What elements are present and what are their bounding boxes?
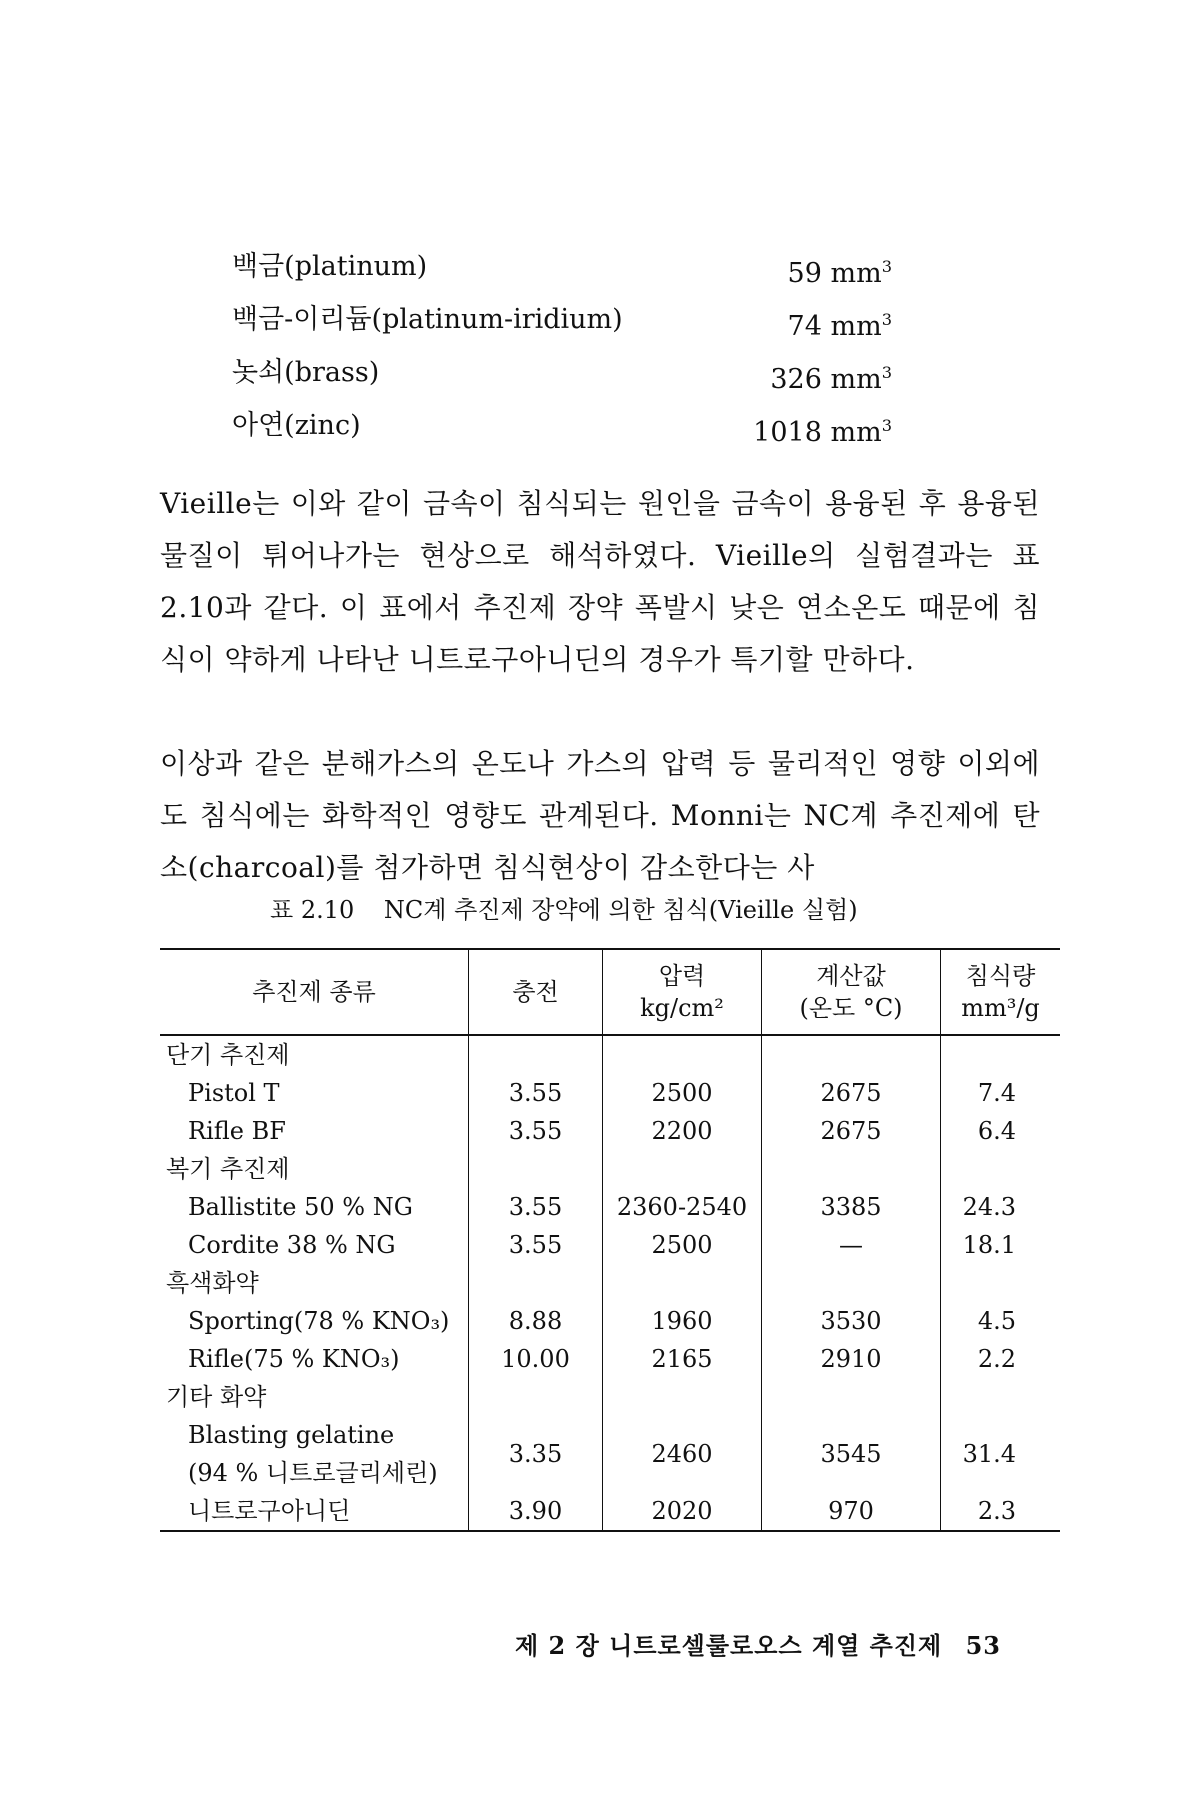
empty-cell: [469, 1264, 603, 1302]
empty-cell: [603, 1378, 762, 1416]
temperature-value: 2675: [762, 1112, 941, 1150]
metal-value: 74 $mm^3$: [787, 310, 892, 342]
body-paragraph: Vieille는 이와 같이 금속이 침식되는 원인을 금속이 용융된 후 용융된 물질이 튀어나가는 현상으로 해석하였다. Vieille의 실험결과는 표 2.10과 같다. 이 표에서 추진제 장약 폭발시 낮은 연소온도 때문에 침식이 약하게 나타난 니트로구아니딘의 경우가 특기할 만하다.: [160, 487, 1040, 676]
metal-row: [232, 240, 892, 293]
table-label: 표 2.10: [270, 896, 355, 924]
metal-name: 놋쇠(brass): [232, 357, 380, 388]
charge-value: 3.55: [469, 1112, 603, 1150]
pressure-value: 2360-2540: [603, 1188, 762, 1226]
pressure-value: 2020: [603, 1492, 762, 1531]
header-erosion: 침식량 mm³/g: [941, 949, 1061, 1035]
propellant-name: Rifle(75 % KNO₃): [188, 1345, 400, 1373]
table-header-row: [160, 949, 1060, 1035]
erosion-value: 18.1: [941, 1226, 1061, 1264]
pressure-value: 2460: [603, 1416, 762, 1492]
temperature-value: 3530: [762, 1302, 941, 1340]
group-label: 단기 추진제: [166, 1041, 290, 1069]
empty-cell: [469, 1150, 603, 1188]
pressure-value: 2200: [603, 1112, 762, 1150]
metal-name: 아연(zinc): [232, 410, 361, 441]
group-label: 흑색화약: [166, 1269, 259, 1297]
charge-value: 3.55: [469, 1226, 603, 1264]
propellant-name: Sporting(78 % KNO₃): [188, 1307, 450, 1335]
table-group-row: [160, 1378, 1060, 1416]
header-pressure: 압력 kg/cm²: [603, 949, 762, 1035]
metal-row: [232, 399, 892, 452]
propellant-name: Cordite 38 % NG: [188, 1231, 396, 1259]
erosion-value: 24.3: [941, 1188, 1061, 1226]
temperature-value: 2910: [762, 1340, 941, 1378]
table-body: [160, 1035, 1060, 1531]
empty-cell: [762, 1150, 941, 1188]
table-group-row: [160, 1035, 1060, 1074]
temperature-value: 970: [762, 1492, 941, 1531]
empty-cell: [603, 1035, 762, 1074]
pressure-value: 2500: [603, 1226, 762, 1264]
empty-cell: [469, 1378, 603, 1416]
metal-erosion-list: [232, 240, 892, 452]
page-number: 53: [965, 1631, 1002, 1660]
empty-cell: [603, 1150, 762, 1188]
erosion-table: [160, 948, 1060, 1532]
erosion-value: 2.3: [941, 1492, 1061, 1531]
erosion-value: 6.4: [941, 1112, 1061, 1150]
metal-value: 326 $mm^3$: [770, 363, 892, 395]
temperature-value: 2675: [762, 1074, 941, 1112]
charge-value: 3.55: [469, 1074, 603, 1112]
charge-value: 3.90: [469, 1492, 603, 1531]
page-footer: [515, 1626, 1001, 1661]
table-group-row: [160, 1264, 1060, 1302]
pressure-value: 2165: [603, 1340, 762, 1378]
table-row: [160, 1340, 1060, 1378]
header-calc-temp: 계산값 (온도 °C): [762, 949, 941, 1035]
erosion-value: 31.4: [941, 1416, 1061, 1492]
empty-cell: [941, 1035, 1061, 1074]
header-charge: 충전: [469, 949, 603, 1035]
table-row: [160, 1226, 1060, 1264]
metal-row: [232, 293, 892, 346]
empty-cell: [469, 1035, 603, 1074]
propellant-name: Pistol T: [188, 1079, 280, 1107]
propellant-name: Rifle BF: [188, 1117, 286, 1145]
group-label: 복기 추진제: [166, 1155, 290, 1183]
temperature-value: 3545: [762, 1416, 941, 1492]
empty-cell: [603, 1264, 762, 1302]
temperature-value: —: [762, 1226, 941, 1264]
table-row: [160, 1416, 1060, 1492]
empty-cell: [941, 1150, 1061, 1188]
pressure-value: 2500: [603, 1074, 762, 1112]
pressure-value: 1960: [603, 1302, 762, 1340]
chapter-title: 제 2 장 니트로셀룰로오스 계열 추진제: [515, 1631, 943, 1660]
metal-value: 59 $mm^3$: [787, 257, 892, 289]
empty-cell: [762, 1264, 941, 1302]
empty-cell: [762, 1378, 941, 1416]
empty-cell: [941, 1378, 1061, 1416]
charge-value: 8.88: [469, 1302, 603, 1340]
metal-name: 백금(platinum): [232, 251, 428, 282]
empty-cell: [941, 1264, 1061, 1302]
table-row: [160, 1188, 1060, 1226]
propellant-name: 니트로구아니딘: [160, 1492, 469, 1531]
erosion-value: 7.4: [941, 1074, 1061, 1112]
empty-cell: [762, 1035, 941, 1074]
erosion-value: 4.5: [941, 1302, 1061, 1340]
charge-value: 10.00: [469, 1340, 603, 1378]
group-label: 기타 화약: [166, 1383, 267, 1411]
metal-row: [232, 346, 892, 399]
body-paragraph: 이상과 같은 분해가스의 온도나 가스의 압력 등 물리적인 영향 이외에도 침식에는 화학적인 영향도 관계된다. Monni는 NC계 추진제에 탄소(charcoal)를 첨가하면 침식현상이 감소한다는 사: [160, 747, 1040, 884]
table-row: [160, 1492, 1060, 1531]
table-title: NC계 추진제 장약에 의한 침식(Vieille 실험): [383, 896, 858, 924]
propellant-name: Ballistite 50 % NG: [188, 1193, 413, 1221]
table-group-row: [160, 1150, 1060, 1188]
charge-value: 3.55: [469, 1188, 603, 1226]
table-row: [160, 1074, 1060, 1112]
temperature-value: 3385: [762, 1188, 941, 1226]
table-caption: [270, 893, 970, 927]
charge-value: 3.35: [469, 1416, 603, 1492]
table-row: [160, 1302, 1060, 1340]
header-type: 추진제 종류: [160, 949, 469, 1035]
erosion-value: 2.2: [941, 1340, 1061, 1378]
propellant-name: Blasting gelatine (94 % 니트로글리세린): [188, 1421, 438, 1487]
table-row: [160, 1112, 1060, 1150]
metal-value: 1018 $mm^3$: [753, 416, 892, 448]
metal-name: 백금-이리듐(platinum-iridium): [232, 304, 623, 335]
